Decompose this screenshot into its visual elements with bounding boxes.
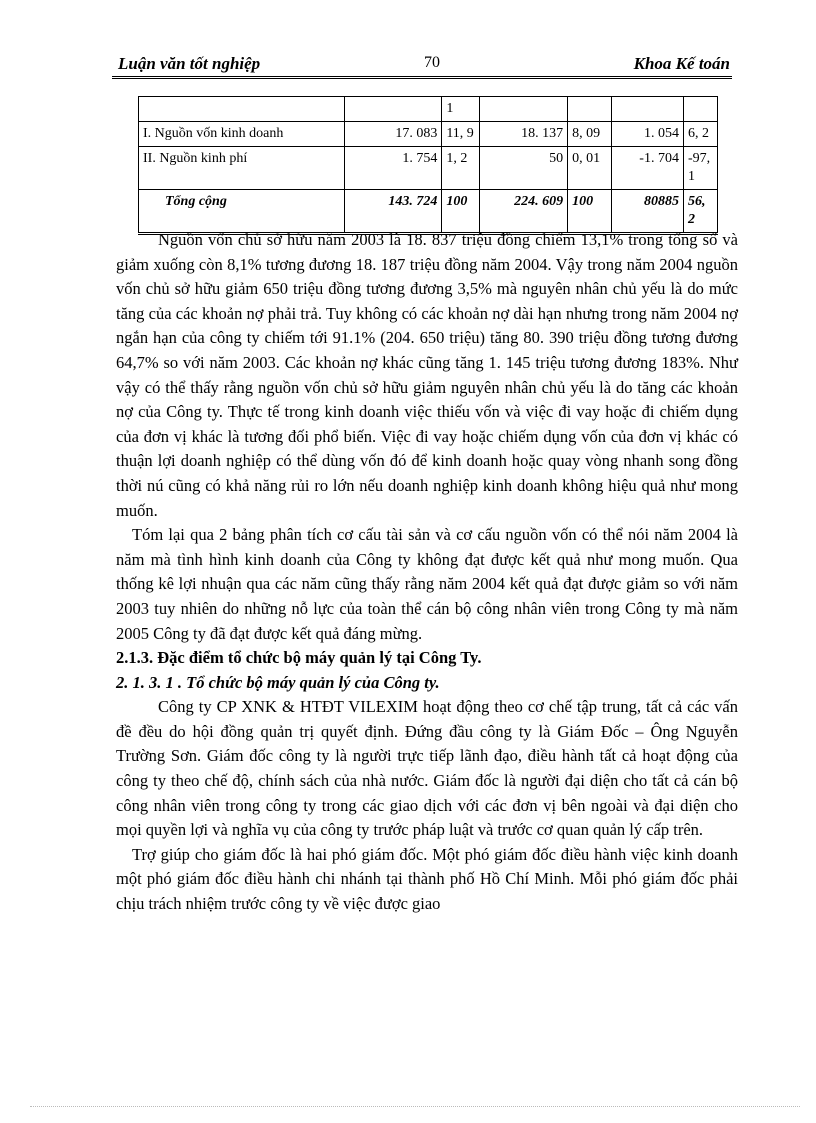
table-cell: 143. 724 [344,190,442,234]
table-cell: 1. 054 [612,122,684,147]
table-cell: 6, 2 [683,122,717,147]
table-cell: 80885 [612,190,684,234]
table-row [139,97,718,122]
table-cell: 17. 083 [344,122,442,147]
table-cell [683,97,717,122]
paragraph: Nguồn vốn chủ sở hữu năm 2003 là 18. 837 triệu đồng chiếm 13,1% trong tổng số và giảm xuống còn 8,1% tương đương 18. 187 triệu đồng năm 2004. Vậy trong năm 2004 nguồn vốn chủ sở hữu giảm 650 triệu đồng tương đương 3,5% mà nguyên nhân chủ yếu là do mức tăng của các khoản nợ phải trả. Tuy không có các khoản nợ dài hạn nhưng trong năm 2004 nợ ngắn hạn của công ty chiếm tới 91.1% (204. 650 triệu) tăng 80. 390 triệu đồng tương đương 64,7% so với năm 2003. Các khoản nợ khác cũng tăng 1. 145 triệu tương đương 183%. Như vậy có thể thấy rằng nguồn vốn chủ sở hữu giảm nguyên nhân chủ yếu là do tăng các khoản nợ của Công ty. Thực tế trong kinh doanh việc thiếu vốn và việc đi vay hoặc đi chiếm dụng của đơn vị khác là tương đối phổ biến. Việc đi vay hoặc chiếm dụng vốn của đơn vị khác có thuận lợi doanh nghiệp có thể dùng vốn đó để kinh doanh hoặc quay vòng nhanh song đồng thời nú cũng có khả năng rủi ro lớn nếu doanh nghiệp kinh doanh không hiệu quả như mong muốn. [116,230,738,520]
table-cell [568,97,612,122]
header-thesis-title: Luận văn tốt nghiệp [118,54,261,73]
table-cell: -97, 1 [683,147,717,190]
table-cell-label: Tổng cộng [139,190,345,234]
table-cell: 100 [442,190,480,234]
table-cell-label: I. Nguồn vốn kinh doanh [139,122,345,147]
page-number: 70 [424,54,440,71]
table-row [139,147,718,190]
document-body [116,228,738,917]
table-cell: 224. 609 [480,190,568,234]
table-cell: 56, 2 [683,190,717,234]
table-cell: 1. 754 [344,147,442,190]
table-cell [344,97,442,122]
table-cell: -1. 704 [612,147,684,190]
table-cell [480,97,568,122]
table-cell: 100 [568,190,612,234]
table-row-total [139,190,718,234]
table-row [139,122,718,147]
table-cell: 1, 2 [442,147,480,190]
capital-structure-table [138,96,718,235]
table-cell [612,97,684,122]
header-department: Khoa Kế toán [633,54,730,73]
table-cell: 1 [442,97,480,122]
subsection-heading: 2. 1. 3. 1 . Tổ chức bộ máy quản lý của Công ty. [116,672,440,692]
page-header [112,52,732,79]
paragraph: Trợ giúp cho giám đốc là hai phó giám đốc. Một phó giám đốc điều hành việc kinh doanh một phó giám đốc điều hành chi nhánh tại thành phố Hồ Chí Minh. Mỗi phó giám đốc phải chịu trách nhiệm trước công ty về việc được giao [116,844,738,914]
table-cell-label [139,97,345,122]
paragraph: Tóm lại qua 2 bảng phân tích cơ cấu tài sản và cơ cấu nguồn vốn có thể nói năm 2004 là năm mà tình hình kinh doanh của Công ty không đạt được kết quả như mong muốn. Qua thống kê lợi nhuận qua các năm cũng thấy rằng năm 2004 kết quả đạt được giảm so với năm 2003 tuy nhiên do những nỗ lực của toàn thể cán bộ công nhân viên trong Công ty mà năm 2005 Công ty đã đạt được kết quả đáng mừng. [116,525,738,643]
section-heading: 2.1.3. Đặc điểm tổ chức bộ máy quản lý tại Công Ty. [116,648,482,668]
table-cell: 11, 9 [442,122,480,147]
table-cell: 0, 01 [568,147,612,190]
table-cell: 8, 09 [568,122,612,147]
paragraph: Công ty CP XNK & HTĐT VILEXIM hoạt động theo cơ chế tập trung, tất cả các vấn đề đều do hội đồng quản trị quyết định. Đứng đầu công ty là Giám Đốc – Ông Nguyễn Trường Sơn. Giám đốc công ty là người trực tiếp lãnh đạo, điều hành tất cả hoạt động của công ty theo chế độ, chính sách của nhà nước. Giám đốc là người đại diện cho tất cả cán bộ công nhân viên trong công ty trong các giao dịch với các đơn vị bên ngoài và đại diện cho mọi quyền lợi và nghĩa vụ của công ty trước pháp luật và trước cơ quan quản lý cấp trên. [116,697,738,840]
table-cell: 18. 137 [480,122,568,147]
table-cell: 50 [480,147,568,190]
footer-divider [30,1106,800,1107]
table-cell-label: II. Nguồn kinh phí [139,147,345,190]
